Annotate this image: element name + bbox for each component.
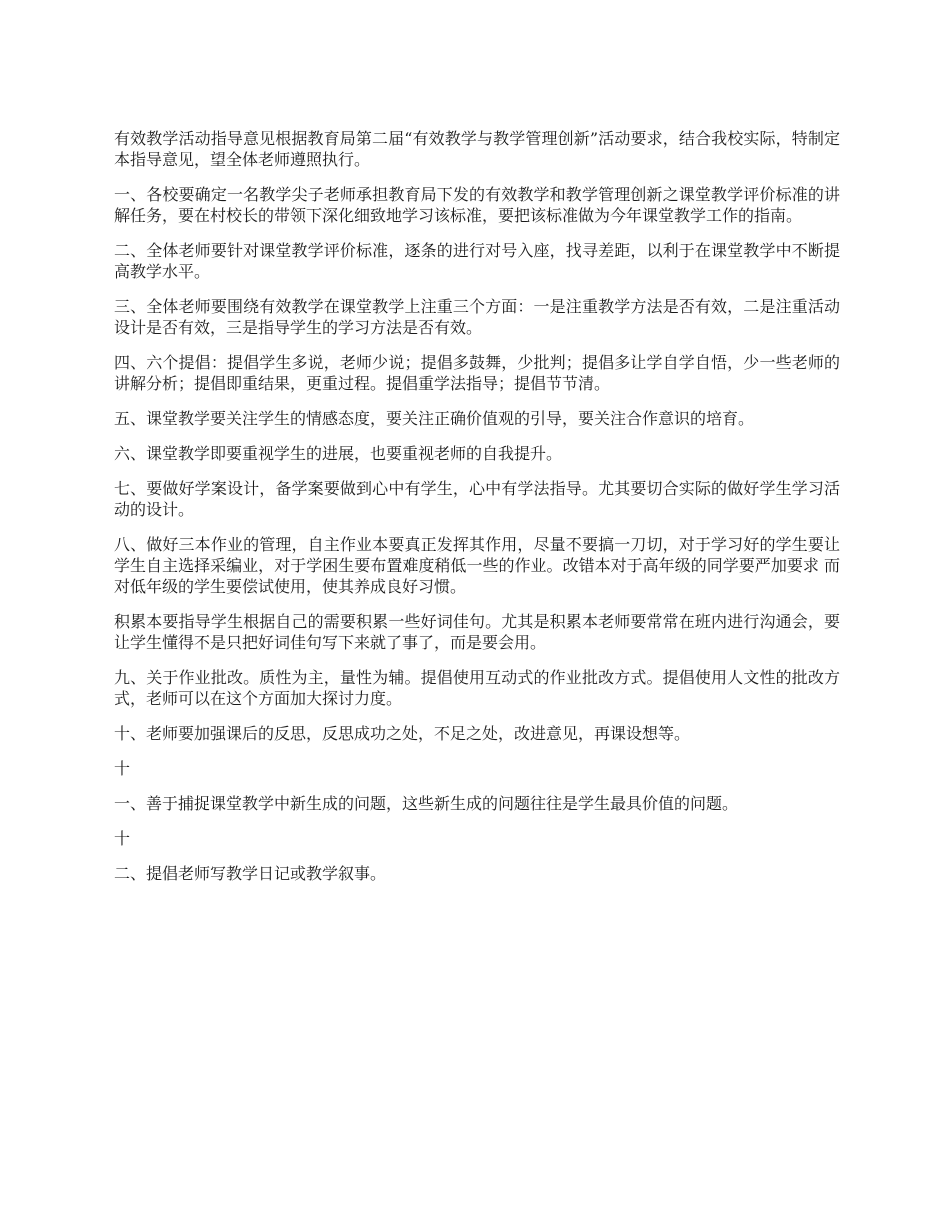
paragraph-item-10: 十、老师要加强课后的反思，反思成功之处，不足之处，改进意见，再课设想等。	[114, 724, 691, 743]
paragraph-item-3: 三、全体老师要围绕有效教学在课堂教学上注重三个方面：一是注重教学方法是否有效，二是注重活动设计是否有效，三是指导学生的学习方法是否有效。	[114, 297, 840, 337]
paragraph-item-7: 七、要做好学案设计，备学案要做到心中有学生，心中有学法指导。尤其要切合实际的做好学生学习活动的设计。	[114, 479, 840, 519]
paragraph-number-fragment: 十	[114, 759, 131, 778]
paragraph-item-2: 二、全体老师要针对课堂教学评价标准，逐条的进行对号入座，找寻差距，以利于在课堂教学中不断提高教学水平。	[114, 241, 840, 281]
paragraph-item-4: 四、六个提倡：提倡学生多说，老师少说；提倡多鼓舞，少批判；提倡多让学自学自悟，少一些老师的讲解分析；提倡即重结果，更重过程。提倡重学法指导；提倡节节清。	[114, 353, 840, 393]
paragraph-item-11: 一、善于捕捉课堂教学中新生成的问题，这些新生成的问题往往是学生最具价值的问题。	[114, 794, 739, 813]
paragraph-item-8: 八、做好三本作业的管理，自主作业本要真正发挥其作用，尽量不要搞一刀切，对于学习好的学生要让学生自主选择采编业，对于学困生要布置难度稍低一些的作业。改错本对于高年级的同学要严加要求 而对低年级的学生要偿试使用，使其养成良好习惯。	[114, 535, 840, 596]
paragraph-item-12: 二、提倡老师写教学日记或教学叙事。	[114, 864, 387, 883]
paragraph-accumulation-book: 积累本要指导学生根据自己的需要积累一些好词佳句。尤其是积累本老师要常常在班内进行沟通会，要让学生懂得不是只把好词佳句写下来就了事了，而是要会用。	[114, 612, 840, 652]
paragraph-number-fragment: 十	[114, 829, 131, 848]
paragraph-item-1: 一、各校要确定一名教学尖子老师承担教育局下发的有效教学和教学管理创新之课堂教学评价标准的讲解任务，要在村校长的带领下深化细致地学习该标准，要把该标准做为今年课堂教学工作的指南。	[114, 185, 840, 225]
paragraph-item-6: 六、课堂教学即要重视学生的进展，也要重视老师的自我提升。	[114, 444, 563, 463]
paragraph-intro: 有效教学活动指导意见根据教育局第二届“有效教学与教学管理创新”活动要求，结合我校实际，特制定本指导意见，望全体老师遵照执行。	[114, 129, 840, 169]
paragraph-item-5: 五、课堂教学要关注学生的情感态度，要关注正确价值观的引导，要关注合作意识的培育。	[114, 409, 755, 428]
document-body	[114, 128, 840, 898]
paragraph-item-9: 九、关于作业批改。质性为主，量性为辅。提倡使用互动式的作业批改方式。提倡使用人文性的批改方式，老师可以在这个方面加大探讨力度。	[114, 668, 840, 708]
